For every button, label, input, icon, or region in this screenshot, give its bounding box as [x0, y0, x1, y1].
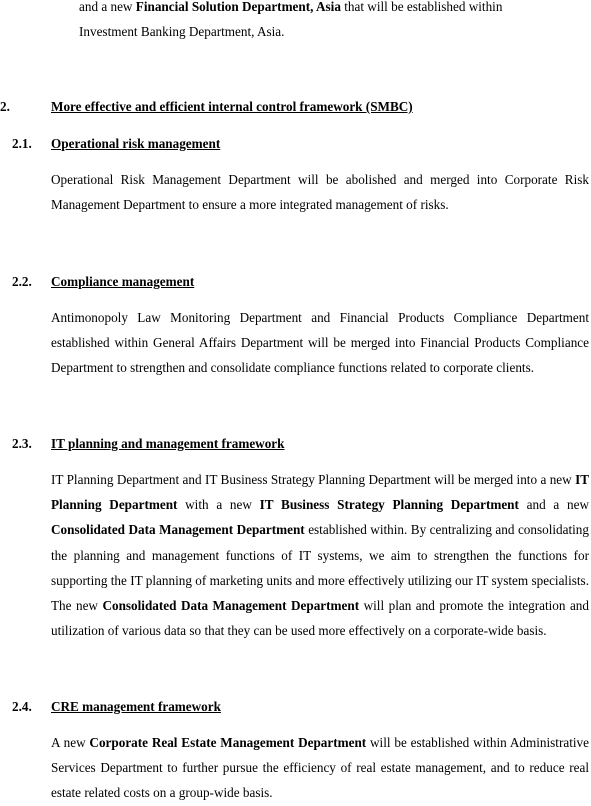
section-2-4-title: CRE management framework [51, 699, 221, 714]
s23-bold-consolidated-data-dept: Consolidated Data Management Department [51, 522, 305, 538]
intro-line1-bold: Financial Solution Department, Asia [135, 0, 341, 14]
section-2-title: More effective and efficient internal control framework (SMBC) [51, 99, 413, 114]
s23-bold-consolidated-data-dept-2: Consolidated Data Management Department [102, 598, 360, 614]
section-2-3-title: IT planning and management framework [51, 436, 285, 451]
section-2-2-number: 2.2. [12, 274, 32, 289]
section-2-1-title: Operational risk management [51, 136, 221, 151]
section-2-2-body: Antimonopoly Law Monitoring Department and Financial Products Compliance Department established within General Affairs Department will be merged into Financial Products Compliance Department to strengthen and consolidate compliance functions related to corporate clients. [51, 310, 589, 376]
section-2-number: 2. [0, 99, 10, 114]
s23-text-5: will plan and promote the integration and utilization of various data so that they can be used more effectively on a corporate-wide basis. [51, 598, 589, 639]
intro-line1-post: that will be established within [340, 0, 503, 14]
section-2-3-body [51, 467, 589, 643]
intro-paragraph [79, 0, 589, 44]
intro-line2: Investment Banking Department, Asia. [79, 24, 285, 40]
s23-text-4: established within. By centralizing and consolidating the planning and management functions of IT systems, we aim to strengthen the functions for supporting the IT planning of marketing units and more effectively utilizing our IT system specialists. The new [51, 522, 589, 614]
s24-bold-cre-dept: Corporate Real Estate Management Department [89, 735, 367, 750]
section-2-4-body [51, 730, 589, 806]
s23-text-1: IT Planning Department and IT Business Strategy Planning Department will be merged into a new [51, 472, 576, 487]
section-2-1-number: 2.1. [12, 136, 32, 151]
section-2-2-title: Compliance management [51, 274, 195, 289]
section-2-3-number: 2.3. [12, 436, 32, 451]
section-2-1-body: Operational Risk Management Department will be abolished and merged into Corporate Risk Management Department to ensure a more integrated management of risks. [51, 172, 589, 213]
s23-text-3: and a new [518, 497, 589, 513]
s24-text-1: A new [51, 735, 90, 750]
s23-bold-it-business-strategy-dept: IT Business Strategy Planning Department [259, 497, 519, 513]
section-2-4-number: 2.4. [12, 699, 32, 714]
intro-line1-pre: and a new [79, 0, 136, 14]
s24-text-2: will be established within Administrative Services Department to further pursue the efficiency of real estate management, and to reduce real estate related costs on a group-wide basis. [51, 735, 589, 801]
s23-bold-it-planning-dept: IT Planning Department [51, 472, 589, 513]
s23-text-2: with a new [177, 497, 260, 513]
